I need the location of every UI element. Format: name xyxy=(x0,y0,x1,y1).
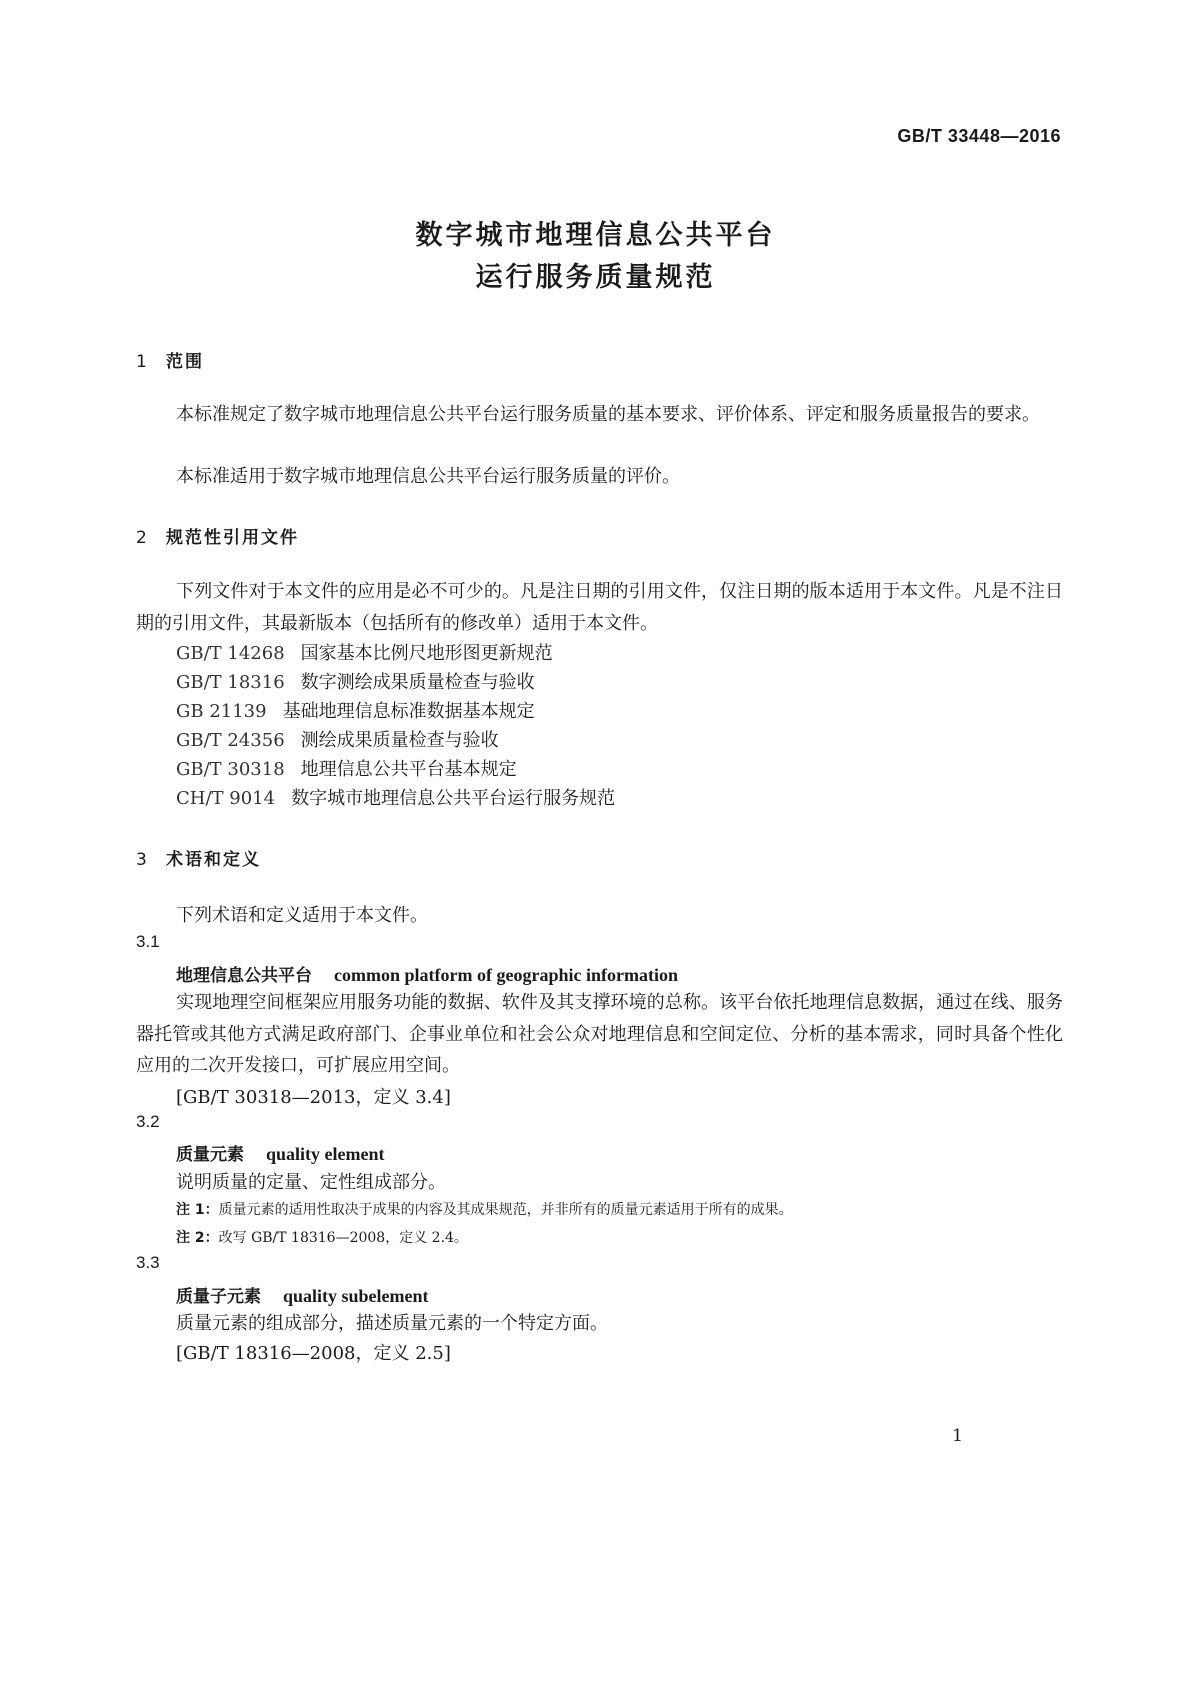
reference-item: GB/T 24356 测绘成果质量检查与验收 xyxy=(176,730,499,751)
section-title: 规范性引用文件 xyxy=(166,528,299,548)
reference-item: GB/T 30318 地理信息公共平台基本规定 xyxy=(176,759,517,780)
definition-number: 3.3 xyxy=(136,1253,160,1272)
section-title: 范围 xyxy=(166,352,204,372)
definition-source: [GB/T 18316—2008，定义 2.5] xyxy=(176,1343,451,1364)
section-3-intro: 下列术语和定义适用于本文件。 xyxy=(176,905,428,926)
definition-number: 3.2 xyxy=(136,1112,160,1131)
section-1-paragraph-1: 本标准规定了数字城市地理信息公共平台运行服务质量的基本要求、评价体系、评定和服务质量报告的要求。 xyxy=(176,404,1040,425)
standard-code: GB/T 33448—2016 xyxy=(897,126,1061,146)
document-title-line2: 运行服务质量规范 xyxy=(475,262,716,293)
page-number: 1 xyxy=(952,1426,963,1446)
definition-number: 3.1 xyxy=(136,932,160,951)
reference-item: CH/T 9014 数字城市地理信息公共平台运行服务规范 xyxy=(176,788,616,809)
reference-item: GB/T 14268 国家基本比例尺地形图更新规范 xyxy=(176,643,553,664)
section-title: 术语和定义 xyxy=(166,850,261,870)
section-number: 1 xyxy=(136,352,149,372)
definition-source: [GB/T 30318—2013，定义 3.4] xyxy=(176,1087,451,1108)
section-3-heading xyxy=(136,845,261,870)
term-heading: 地理信息公共平台 common platform of geographic information xyxy=(176,965,678,986)
section-1-paragraph-2: 本标准适用于数字城市地理信息公共平台运行服务质量的评价。 xyxy=(176,466,680,487)
term-heading: 质量元素 quality element xyxy=(176,1144,385,1165)
reference-item: GB/T 18316 数字测绘成果质量检查与验收 xyxy=(176,672,535,693)
section-2-paragraph-1: 下列文件对于本文件的应用是必不可少的。凡是注日期的引用文件，仅注日期的版本适用于本文件。凡是不注日期的引用文件，其最新版本（包括所有的修改单）适用于本文件。 xyxy=(136,581,1063,634)
section-number: 2 xyxy=(136,528,149,548)
document-title-line1: 数字城市地理信息公共平台 xyxy=(415,220,776,251)
section-1-heading xyxy=(136,347,204,372)
reference-item: GB 21139 基础地理信息标准数据基本规定 xyxy=(176,701,535,722)
definition-text: 实现地理空间框架应用服务功能的数据、软件及其支撑环境的总称。该平台依托地理信息数据，通过在线、服务器托管或其他方式满足政府部门、企事业单位和社会公众对地理信息和空间定位、分析的基本需求，同时具备个性化应用的二次开发接口，可扩展应用空间。 xyxy=(136,992,1063,1076)
definition-text: 质量元素的组成部分，描述质量元素的一个特定方面。 xyxy=(176,1313,608,1334)
note-2: 注 2：改写 GB/T 18316—2008，定义 2.4。 xyxy=(176,1230,468,1246)
section-number: 3 xyxy=(136,850,149,870)
definition-text: 说明质量的定量、定性组成部分。 xyxy=(176,1172,446,1193)
term-heading: 质量子元素 quality subelement xyxy=(176,1286,429,1307)
note-1: 注 1：质量元素的适用性取决于成果的内容及其成果规范，并非所有的质量元素适用于所有的成果。 xyxy=(176,1202,793,1218)
section-2-heading xyxy=(136,523,299,548)
